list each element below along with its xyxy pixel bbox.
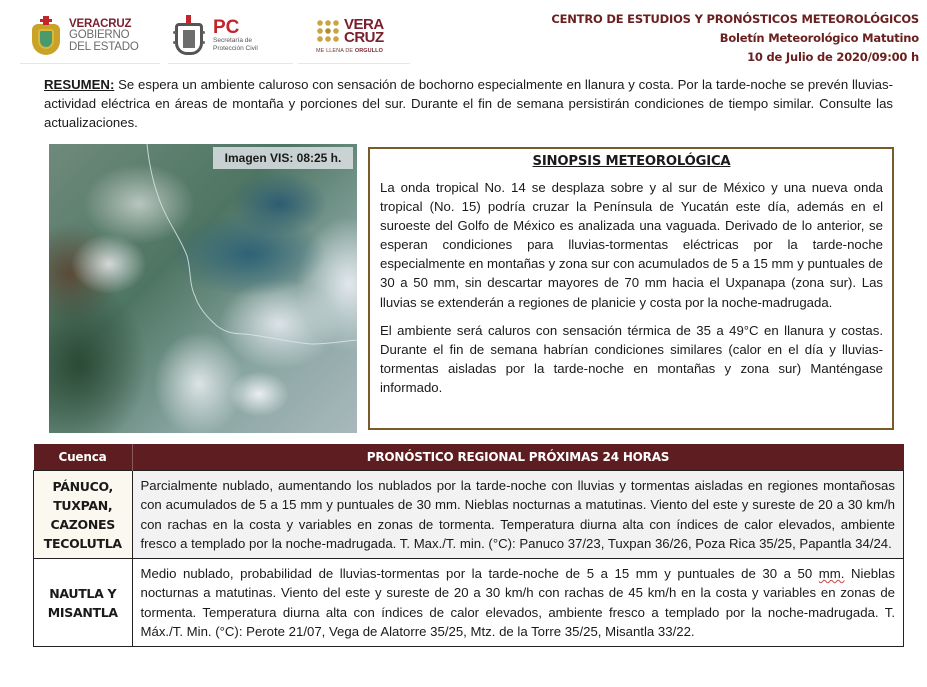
synopsis-box	[368, 147, 894, 430]
satellite-image-label: Imagen VIS: 08:25 h.	[213, 147, 353, 169]
column-header-basin: Cuenca	[34, 444, 133, 471]
logo-text: VERACRUZ	[69, 17, 132, 30]
basin-cell	[34, 471, 133, 559]
synopsis-paragraph: La onda tropical No. 14 se desplaza sobre y al sur de México y una nueva onda tropical (No. 15) podría cruzar la Península de Yucatán este día, además en el suroeste del Golfo de México es analizada una vaguada. Derivado de lo anterior, se esperan condiciones para lluvias-tormentas eléctricas por la tarde-noche especialmente en montañas y zona sur con acumulados de 5 a 15 mm y puntuales de 30 a 50 mm, sin descartar mayores de 70 mm hacia el Uxpanapa (zona sur). Las lluvias se extenderán a regiones de planicie y costa por la noche-madrugada.	[380, 180, 883, 310]
forecast-text: Medio nublado, probabilidad de lluvias-tormentas por la tarde-noche de 5 a 15 mm y puntuales de 30 a 50	[140, 566, 819, 582]
logo-text: GOBIERNO	[69, 29, 130, 42]
logo-text: DEL ESTADO	[69, 40, 139, 53]
proteccion-civil-logo	[173, 8, 258, 64]
divider	[298, 63, 410, 64]
divider	[168, 63, 293, 64]
basin-name: PÁNUCO,	[52, 478, 113, 494]
spellcheck-flagged-word: mm.	[818, 566, 845, 582]
satellite-image	[49, 144, 357, 433]
bulletin-date: 10 de Julio de 2020/09:00 h	[747, 50, 919, 64]
veracruz-gobierno-logo	[30, 8, 139, 64]
logo-text: Protección Civil	[213, 45, 258, 52]
forecast-cell: Parcialmente nublado, aumentando los nublados por la tarde-noche con lluvias y tormentas aisladas en regiones montañosas con acumulados de 5 a 15 mm y puntuales de 30 mm. Nieblas nocturnas a matutinas. Viento del este y sureste de 20 a 30 km/h con rachas en la costa y variables en zonas de tormenta. Temperatura diurna alta con índices de calor elevados, ambiente fresco a templado por la noche-madrugada. T. Max./T. min. (°C): Panuco 37/23, Tuxpan 36/26, Poza Rica 35/25, Papantla 34/24.	[132, 471, 904, 559]
table-row	[34, 471, 904, 559]
basin-name: TUXPAN,	[53, 497, 113, 513]
veracruz-me-llena-logo	[316, 8, 384, 64]
synopsis-paragraph: El ambiente será caluros con sensación térmica de 35 a 49°C en llanura y costas. Durante el fin de semana habrían condiciones similares (calor en el día y lluvias-tormentas aisladas por la tarde-noche en montañas y zona sur) Manténgase informado.	[380, 322, 883, 395]
bulletin-title: Boletín Meteorológico Matutino	[719, 31, 919, 45]
basin-name: CAZONES	[50, 516, 115, 532]
logo-text: CRUZ	[344, 29, 384, 46]
column-header-forecast: PRONÓSTICO REGIONAL PRÓXIMAS 24 HORAS	[132, 444, 904, 471]
basin-cell	[34, 559, 133, 647]
veracruz-pattern-icon	[316, 19, 340, 43]
coastline-overlay	[49, 144, 357, 433]
logo-text: VERA	[344, 16, 384, 33]
table-row	[34, 559, 904, 647]
veracruz-coat-of-arms-icon	[30, 16, 62, 56]
basin-name: NAUTLA Y	[49, 585, 117, 601]
synopsis-title: SINOPSIS METEOROLÓGICA	[532, 154, 731, 169]
summary-section	[44, 75, 893, 132]
header-logos	[18, 8, 413, 64]
basin-name: TECOLUTLA	[43, 535, 122, 551]
forecast-cell	[132, 559, 904, 647]
logo-tagline-bold: ORGULLO	[354, 48, 384, 54]
forecast-text: Nieblas nocturnas a matutinas. Viento del este y sureste de 20 a 30 km/h con rachas de 45 km/h en la costa y variables en zonas de tormenta. Temperatura diurna alta con índices de calor elevados, ambiente fresco a templado por la noche-madrugada. T. Máx./T. Min. (°C): Perote 21/07, Vega de Alatorre 35/25, Mtz. de la Torre 35/25, Misantla 33/22.	[140, 566, 895, 640]
organization-name: CENTRO DE ESTUDIOS Y PRONÓSTICOS METEOROLÓGICOS	[551, 12, 919, 26]
logo-tagline: ME LLENA DE	[316, 48, 355, 54]
summary-label: RESUMEN:	[44, 77, 115, 92]
proteccion-civil-shield-icon	[173, 15, 205, 57]
summary-text: Se espera un ambiente caluroso con sensación de bochorno especialmente en llanura y costa. Por la tarde-noche se prevén lluvias-actividad eléctrica en áreas de montaña y porciones del sur. Durante el fin de semana persistirán condiciones de tiempo similar. Consulte las actualizaciones.	[44, 77, 893, 130]
bulletin-header	[551, 10, 919, 67]
divider	[20, 63, 160, 64]
basin-name: MISANTLA	[47, 604, 118, 620]
logo-text: Secretaría de	[213, 37, 253, 44]
regional-forecast-table	[33, 444, 904, 647]
table-header-row	[34, 444, 904, 471]
logo-text: PC	[213, 17, 240, 38]
